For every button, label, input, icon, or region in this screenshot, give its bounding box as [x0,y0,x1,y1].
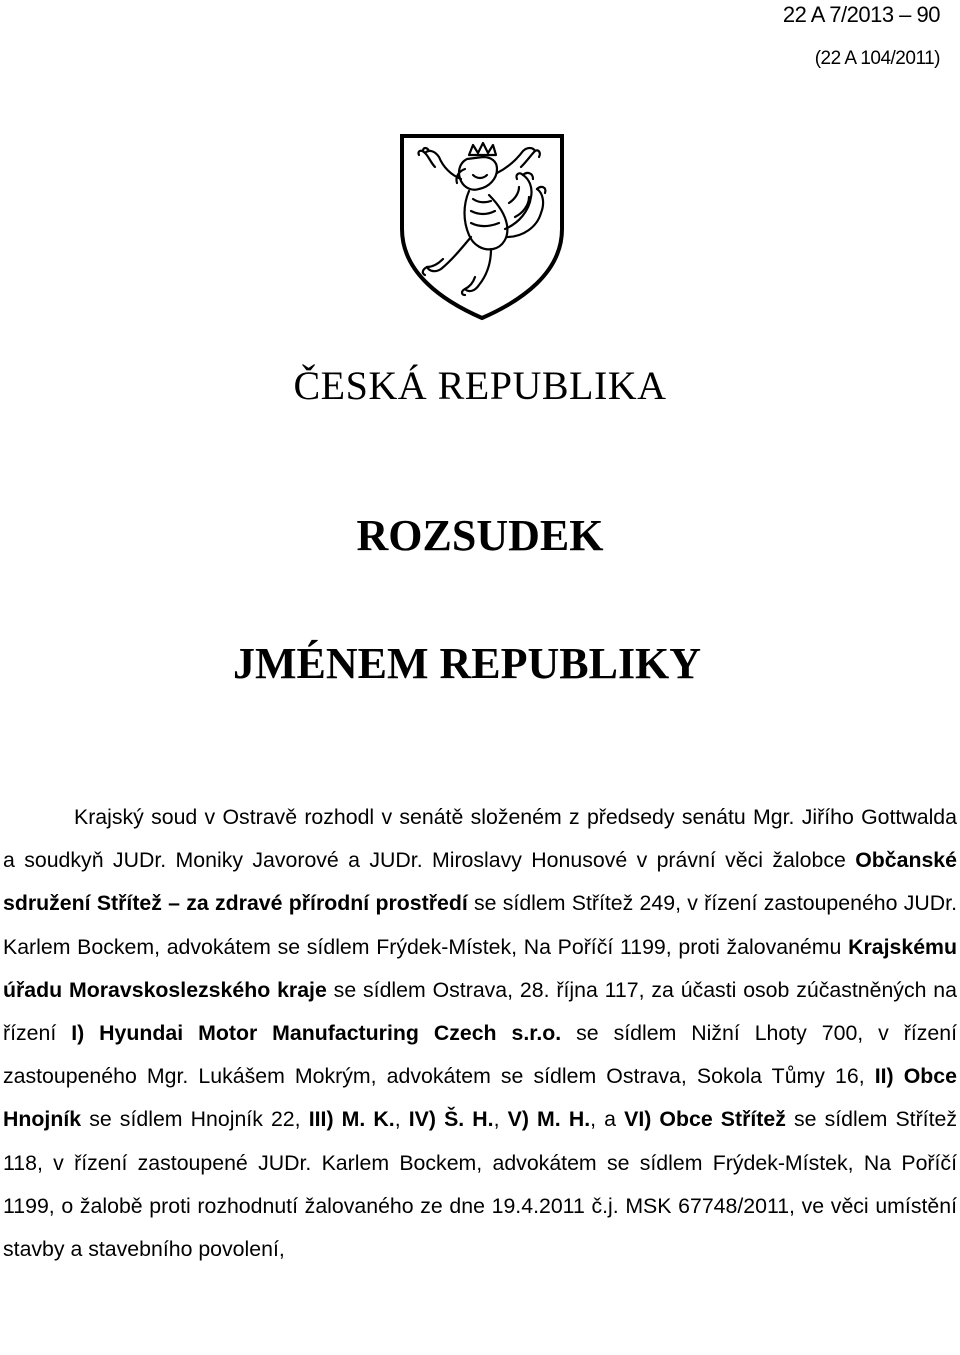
case-number: 22 A 7/2013 – 90 [782,2,940,27]
czech-coat-of-arms-icon [399,133,565,321]
party-4-name: IV) Š. H. [408,1107,494,1132]
party-2-name: II) Obce Hnojník [3,1064,957,1132]
party-1-details: se sídlem Nižní Lhoty 700, v řízení zastoupeného Mgr. Lukášem Mokrým, advokátem se sídlem Ostrava, Sokola Tůmy 16, [3,1021,957,1089]
country-name: ČESKÁ REPUBLIKA [293,363,667,408]
separator-text: , [394,1107,409,1132]
document-title: ROZSUDEK [356,511,604,560]
plaintiff-name: Občanské sdružení Střítež – za zdravé přírodní prostředí [3,848,957,916]
party-6-name: VI) Obce Střítež [624,1107,786,1132]
party-3-name: III) M. K. [308,1107,395,1132]
separator-text: , [493,1107,508,1132]
closing-text: se sídlem Střítež 118, v řízení zastoupené JUDr. Karlem Bockem, advokátem se sídlem Frýdek-Místek, Na Poříčí 1199, o žalobě proti rozhodnutí žalovaného ze dne 19.4.2011 č.j. MSK 67748/2011, ve věci umístění stavby a stavebního povolení, [3,1107,957,1262]
plaintiff-details: se sídlem Střítež 249, v řízení zastoupeného JUDr. Karlem Bockem, advokátem se sídlem Frýdek-Místek, Na Poříčí 1199, proti žalovanému [3,891,957,959]
defendant-name: Krajskému úřadu Moravskoslezského kraje [3,934,957,1002]
party-1-name: I) Hyundai Motor Manufacturing Czech s.r.o. [71,1021,562,1046]
prior-case-number: (22 A 104/2011) [814,48,940,69]
defendant-details: se sídlem Ostrava, 28. října 117, za účasti osob zúčastněných na řízení [3,977,957,1046]
separator-text: , a [590,1107,625,1132]
intro-text: Krajský soud v Ostravě rozhodl v senátě složeném z předsedy senátu Mgr. Jiřího Gottwalda a soudkyň JUDr. Moniky Javorové a JUDr. Miroslavy Honusové v právní věci žalobce [3,805,957,873]
party-2-details: se sídlem Hnojník 22, [81,1107,309,1132]
party-5-name: V) M. H. [507,1107,591,1132]
judgment-intro-paragraph [3,796,957,1271]
document-subtitle: JMÉNEM REPUBLIKY [232,639,702,688]
